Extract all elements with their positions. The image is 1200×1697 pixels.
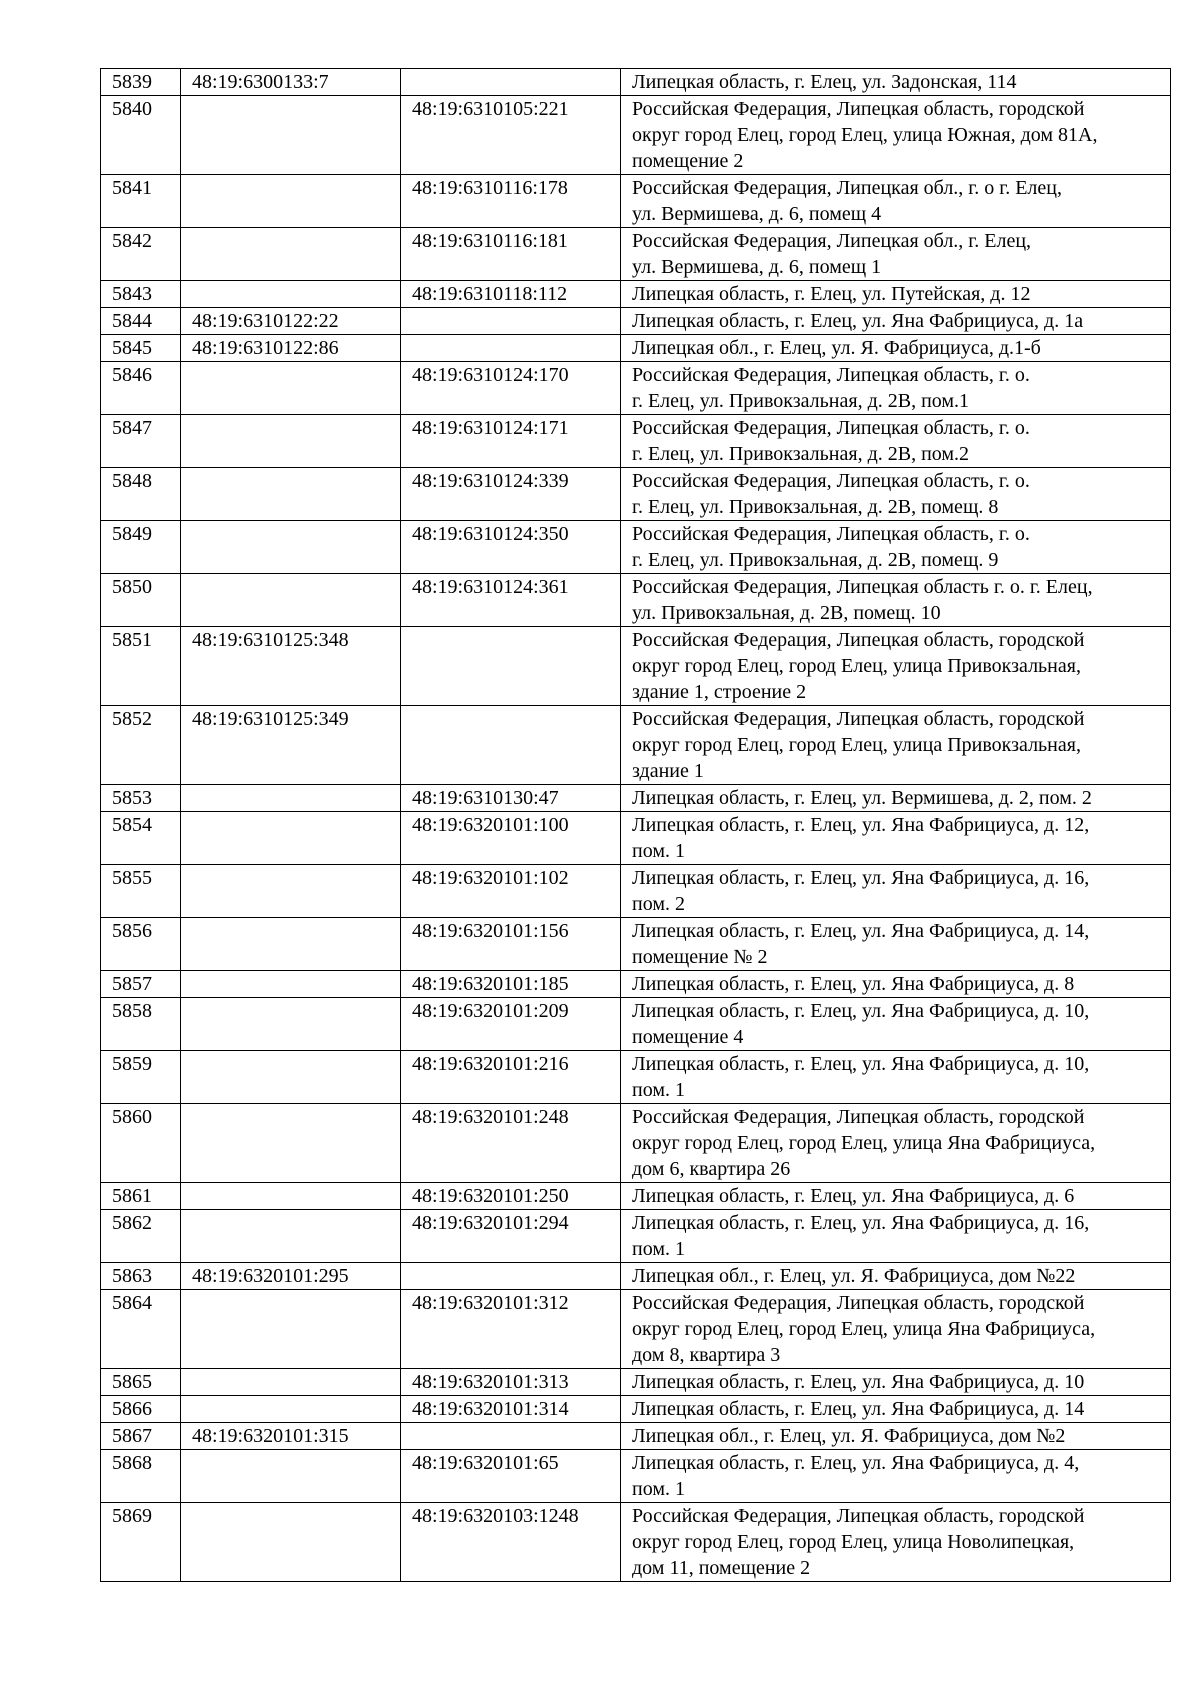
- row-number-cell: 5861: [101, 1183, 181, 1210]
- land-cadastral-number-cell: [181, 1051, 401, 1104]
- table-row: [101, 1396, 1171, 1423]
- row-number-cell: 5851: [101, 627, 181, 706]
- address-cell: Российская Федерация, Липецкая область, городской округ город Елец, город Елец, улица Привокзальная, здание 1: [621, 706, 1171, 785]
- address-cell: Липецкая обл., г. Елец, ул. Я. Фабрициуса, д.1-б: [621, 335, 1171, 362]
- address-cell: Липецкая область, г. Елец, ул. Яна Фабрициуса, д. 14, помещение № 2: [621, 918, 1171, 971]
- row-number-cell: 5847: [101, 415, 181, 468]
- land-cadastral-number-cell: [181, 785, 401, 812]
- land-cadastral-number-cell: [181, 415, 401, 468]
- object-cadastral-number-cell: [401, 706, 621, 785]
- land-cadastral-number-cell: [181, 1369, 401, 1396]
- land-cadastral-number-cell: [181, 1210, 401, 1263]
- land-cadastral-number-cell: [181, 468, 401, 521]
- row-number-cell: 5866: [101, 1396, 181, 1423]
- object-cadastral-number-cell: 48:19:6320101:65: [401, 1450, 621, 1503]
- address-cell: Российская Федерация, Липецкая область, г. о. г. Елец, ул. Привокзальная, д. 2В, пом.2: [621, 415, 1171, 468]
- object-cadastral-number-cell: 48:19:6320101:313: [401, 1369, 621, 1396]
- address-cell: Российская Федерация, Липецкая область, городской округ город Елец, город Елец, улица Южная, дом 81А, помещение 2: [621, 96, 1171, 175]
- registry-table-body: [101, 69, 1171, 1582]
- address-cell: Липецкая область, г. Елец, ул. Задонская, 114: [621, 69, 1171, 96]
- table-row: [101, 1104, 1171, 1183]
- object-cadastral-number-cell: 48:19:6310124:361: [401, 574, 621, 627]
- object-cadastral-number-cell: 48:19:6320101:209: [401, 998, 621, 1051]
- table-row: [101, 1503, 1171, 1582]
- table-row: [101, 96, 1171, 175]
- table-row: [101, 69, 1171, 96]
- land-cadastral-number-cell: 48:19:6310122:22: [181, 308, 401, 335]
- table-row: [101, 1263, 1171, 1290]
- object-cadastral-number-cell: [401, 1263, 621, 1290]
- table-row: [101, 415, 1171, 468]
- land-cadastral-number-cell: 48:19:6300133:7: [181, 69, 401, 96]
- object-cadastral-number-cell: 48:19:6320101:314: [401, 1396, 621, 1423]
- table-row: [101, 1369, 1171, 1396]
- land-cadastral-number-cell: [181, 175, 401, 228]
- object-cadastral-number-cell: 48:19:6310124:170: [401, 362, 621, 415]
- row-number-cell: 5864: [101, 1290, 181, 1369]
- address-cell: Липецкая область, г. Елец, ул. Яна Фабрициуса, д. 8: [621, 971, 1171, 998]
- table-row: [101, 1290, 1171, 1369]
- table-row: [101, 785, 1171, 812]
- table-row: [101, 335, 1171, 362]
- row-number-cell: 5849: [101, 521, 181, 574]
- table-row: [101, 228, 1171, 281]
- object-cadastral-number-cell: 48:19:6320101:185: [401, 971, 621, 998]
- registry-table: [100, 68, 1171, 1582]
- land-cadastral-number-cell: 48:19:6310125:349: [181, 706, 401, 785]
- object-cadastral-number-cell: 48:19:6310118:112: [401, 281, 621, 308]
- land-cadastral-number-cell: [181, 918, 401, 971]
- object-cadastral-number-cell: 48:19:6310130:47: [401, 785, 621, 812]
- address-cell: Российская Федерация, Липецкая область, городской округ город Елец, город Елец, улица Новолипецкая, дом 11, помещение 2: [621, 1503, 1171, 1582]
- land-cadastral-number-cell: [181, 865, 401, 918]
- address-cell: Липецкая область, г. Елец, ул. Яна Фабрициуса, д. 6: [621, 1183, 1171, 1210]
- row-number-cell: 5839: [101, 69, 181, 96]
- object-cadastral-number-cell: 48:19:6310124:171: [401, 415, 621, 468]
- row-number-cell: 5855: [101, 865, 181, 918]
- object-cadastral-number-cell: 48:19:6310124:350: [401, 521, 621, 574]
- table-row: [101, 1051, 1171, 1104]
- table-row: [101, 706, 1171, 785]
- land-cadastral-number-cell: [181, 281, 401, 308]
- address-cell: Липецкая область, г. Елец, ул. Яна Фабрициуса, д. 10, помещение 4: [621, 998, 1171, 1051]
- object-cadastral-number-cell: 48:19:6320101:100: [401, 812, 621, 865]
- row-number-cell: 5843: [101, 281, 181, 308]
- address-cell: Липецкая обл., г. Елец, ул. Я. Фабрициуса, дом №2: [621, 1423, 1171, 1450]
- address-cell: Российская Федерация, Липецкая область, г. о. г. Елец, ул. Привокзальная, д. 2В, пом.1: [621, 362, 1171, 415]
- table-row: [101, 1183, 1171, 1210]
- table-row: [101, 918, 1171, 971]
- row-number-cell: 5854: [101, 812, 181, 865]
- object-cadastral-number-cell: 48:19:6320101:156: [401, 918, 621, 971]
- row-number-cell: 5867: [101, 1423, 181, 1450]
- row-number-cell: 5846: [101, 362, 181, 415]
- land-cadastral-number-cell: [181, 228, 401, 281]
- land-cadastral-number-cell: [181, 521, 401, 574]
- land-cadastral-number-cell: 48:19:6310125:348: [181, 627, 401, 706]
- address-cell: Липецкая область, г. Елец, ул. Яна Фабрициуса, д. 14: [621, 1396, 1171, 1423]
- land-cadastral-number-cell: [181, 96, 401, 175]
- address-cell: Липецкая область, г. Елец, ул. Яна Фабрициуса, д. 1а: [621, 308, 1171, 335]
- object-cadastral-number-cell: 48:19:6320101:250: [401, 1183, 621, 1210]
- address-cell: Липецкая область, г. Елец, ул. Яна Фабрициуса, д. 16, пом. 1: [621, 1210, 1171, 1263]
- address-cell: Липецкая область, г. Елец, ул. Яна Фабрициуса, д. 16, пом. 2: [621, 865, 1171, 918]
- object-cadastral-number-cell: 48:19:6320101:216: [401, 1051, 621, 1104]
- address-cell: Российская Федерация, Липецкая область, г. о. г. Елец, ул. Привокзальная, д. 2В, помещ. 8: [621, 468, 1171, 521]
- row-number-cell: 5863: [101, 1263, 181, 1290]
- land-cadastral-number-cell: [181, 1104, 401, 1183]
- object-cadastral-number-cell: [401, 1423, 621, 1450]
- row-number-cell: 5844: [101, 308, 181, 335]
- address-cell: Липецкая область, г. Елец, ул. Яна Фабрициуса, д. 10: [621, 1369, 1171, 1396]
- table-row: [101, 175, 1171, 228]
- row-number-cell: 5853: [101, 785, 181, 812]
- land-cadastral-number-cell: 48:19:6320101:315: [181, 1423, 401, 1450]
- table-row: [101, 1450, 1171, 1503]
- table-row: [101, 521, 1171, 574]
- address-cell: Российская Федерация, Липецкая обл., г. Елец, ул. Вермишева, д. 6, помещ 1: [621, 228, 1171, 281]
- address-cell: Липецкая область, г. Елец, ул. Путейская, д. 12: [621, 281, 1171, 308]
- row-number-cell: 5852: [101, 706, 181, 785]
- address-cell: Липецкая область, г. Елец, ул. Яна Фабрициуса, д. 10, пом. 1: [621, 1051, 1171, 1104]
- land-cadastral-number-cell: [181, 1396, 401, 1423]
- table-row: [101, 812, 1171, 865]
- row-number-cell: 5858: [101, 998, 181, 1051]
- object-cadastral-number-cell: [401, 627, 621, 706]
- row-number-cell: 5850: [101, 574, 181, 627]
- row-number-cell: 5868: [101, 1450, 181, 1503]
- land-cadastral-number-cell: [181, 971, 401, 998]
- row-number-cell: 5842: [101, 228, 181, 281]
- address-cell: Российская Федерация, Липецкая область, городской округ город Елец, город Елец, улица Яна Фабрициуса, дом 6, квартира 26: [621, 1104, 1171, 1183]
- row-number-cell: 5856: [101, 918, 181, 971]
- table-row: [101, 308, 1171, 335]
- address-cell: Липецкая область, г. Елец, ул. Вермишева, д. 2, пом. 2: [621, 785, 1171, 812]
- table-row: [101, 998, 1171, 1051]
- object-cadastral-number-cell: [401, 335, 621, 362]
- table-row: [101, 362, 1171, 415]
- object-cadastral-number-cell: 48:19:6310116:178: [401, 175, 621, 228]
- object-cadastral-number-cell: 48:19:6320101:312: [401, 1290, 621, 1369]
- table-row: [101, 1210, 1171, 1263]
- land-cadastral-number-cell: [181, 812, 401, 865]
- land-cadastral-number-cell: [181, 362, 401, 415]
- object-cadastral-number-cell: 48:19:6320101:102: [401, 865, 621, 918]
- object-cadastral-number-cell: [401, 308, 621, 335]
- table-row: [101, 971, 1171, 998]
- row-number-cell: 5841: [101, 175, 181, 228]
- address-cell: Липецкая область, г. Елец, ул. Яна Фабрициуса, д. 4, пом. 1: [621, 1450, 1171, 1503]
- land-cadastral-number-cell: 48:19:6320101:295: [181, 1263, 401, 1290]
- land-cadastral-number-cell: [181, 1450, 401, 1503]
- row-number-cell: 5862: [101, 1210, 181, 1263]
- table-row: [101, 281, 1171, 308]
- address-cell: Российская Федерация, Липецкая область г. о. г. Елец, ул. Привокзальная, д. 2В, помещ. 10: [621, 574, 1171, 627]
- land-cadastral-number-cell: [181, 574, 401, 627]
- land-cadastral-number-cell: [181, 1290, 401, 1369]
- object-cadastral-number-cell: 48:19:6320103:1248: [401, 1503, 621, 1582]
- address-cell: Российская Федерация, Липецкая область, городской округ город Елец, город Елец, улица Яна Фабрициуса, дом 8, квартира 3: [621, 1290, 1171, 1369]
- row-number-cell: 5840: [101, 96, 181, 175]
- object-cadastral-number-cell: 48:19:6310116:181: [401, 228, 621, 281]
- table-row: [101, 574, 1171, 627]
- address-cell: Липецкая обл., г. Елец, ул. Я. Фабрициуса, дом №22: [621, 1263, 1171, 1290]
- row-number-cell: 5859: [101, 1051, 181, 1104]
- row-number-cell: 5869: [101, 1503, 181, 1582]
- object-cadastral-number-cell: 48:19:6310105:221: [401, 96, 621, 175]
- land-cadastral-number-cell: [181, 1183, 401, 1210]
- object-cadastral-number-cell: [401, 69, 621, 96]
- land-cadastral-number-cell: 48:19:6310122:86: [181, 335, 401, 362]
- land-cadastral-number-cell: [181, 1503, 401, 1582]
- object-cadastral-number-cell: 48:19:6320101:248: [401, 1104, 621, 1183]
- table-row: [101, 865, 1171, 918]
- table-row: [101, 468, 1171, 521]
- table-row: [101, 1423, 1171, 1450]
- address-cell: Российская Федерация, Липецкая обл., г. о г. Елец, ул. Вермишева, д. 6, помещ 4: [621, 175, 1171, 228]
- row-number-cell: 5848: [101, 468, 181, 521]
- address-cell: Российская Федерация, Липецкая область, г. о. г. Елец, ул. Привокзальная, д. 2В, помещ. 9: [621, 521, 1171, 574]
- row-number-cell: 5865: [101, 1369, 181, 1396]
- object-cadastral-number-cell: 48:19:6310124:339: [401, 468, 621, 521]
- row-number-cell: 5860: [101, 1104, 181, 1183]
- row-number-cell: 5845: [101, 335, 181, 362]
- row-number-cell: 5857: [101, 971, 181, 998]
- address-cell: Липецкая область, г. Елец, ул. Яна Фабрициуса, д. 12, пом. 1: [621, 812, 1171, 865]
- land-cadastral-number-cell: [181, 998, 401, 1051]
- address-cell: Российская Федерация, Липецкая область, городской округ город Елец, город Елец, улица Привокзальная, здание 1, строение 2: [621, 627, 1171, 706]
- table-row: [101, 627, 1171, 706]
- object-cadastral-number-cell: 48:19:6320101:294: [401, 1210, 621, 1263]
